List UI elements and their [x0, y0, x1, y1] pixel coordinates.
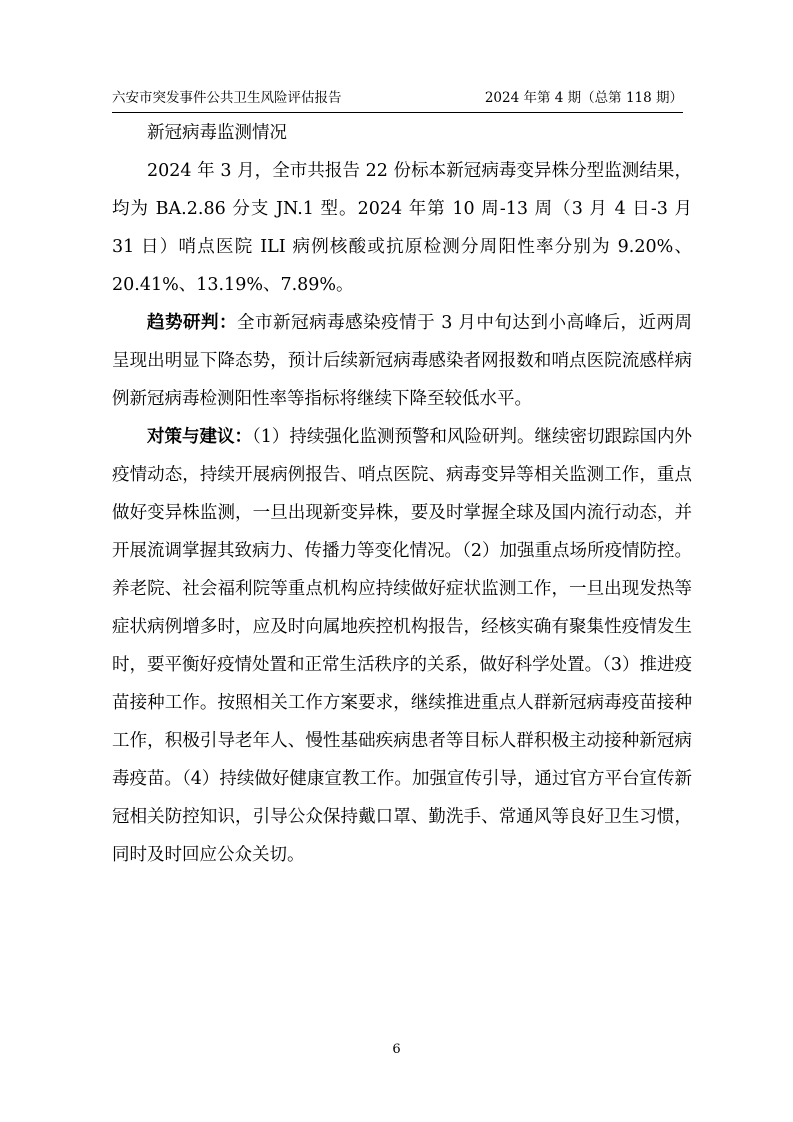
trend-text: 全市新冠病毒感染疫情于 3 月中旬达到小高峰后，近两周呈现出明显下降态势，预计后续新冠病毒感染者网报数和哨点医院流感样病例新冠病毒检测阳性率等指标将继续下降至较低水平。: [112, 313, 692, 409]
trend-paragraph: [112, 304, 692, 418]
section-title: 新冠病毒监测情况: [147, 123, 287, 143]
body-text: [112, 114, 692, 874]
measures-label: 对策与建议：: [147, 427, 253, 447]
running-header: [112, 86, 683, 113]
header-report-title: 六安市突发事件公共卫生风险评估报告: [112, 90, 342, 106]
measures-paragraph: [112, 418, 692, 874]
monitoring-paragraph: 2024 年 3 月，全市共报告 22 份标本新冠病毒变异株分型监测结果，均为 BA.2.86 分支 JN.1 型。2024 年第 10 周-13 周（3 月 4 日-3 月 31 日）哨点医院 ILI 病例核酸或抗原检测分周阳性率分别为 9.20%、20.41%、13.19%、7.89%。: [112, 161, 692, 295]
measures-text: （1）持续强化监测预警和风险研判。继续密切跟踪国内外疫情动态，持续开展病例报告、哨点医院、病毒变异等相关监测工作，重点做好变异株监测，一旦出现新变异株，要及时掌握全球及国内流行动态，并开展流调掌握其致病力、传播力等变化情况。（2）加强重点场所疫情防控。养老院、社会福利院等重点机构应持续做好症状监测工作，一旦出现发热等症状病例增多时，应及时向属地疾控机构报告，经核实确有聚集性疫情发生时，要平衡好疫情处置和正常生活秩序的关系，做好科学处置。（3）推进疫苗接种工作。按照相关工作方案要求，继续推进重点人群新冠病毒疫苗接种工作，积极引导老年人、慢性基础疾病患者等目标人群积极主动接种新冠病毒疫苗。（4）持续做好健康宣教工作。加强宣传引导，通过官方平台宣传新冠相关防控知识，引导公众保持戴口罩、勤洗手、常通风等良好卫生习惯，同时及时回应公众关切。: [112, 427, 693, 865]
page-number: 6: [392, 1042, 401, 1057]
header-issue-number: 2024 年第 4 期（总第 118 期）: [484, 90, 683, 106]
trend-label: 趋势研判：: [147, 313, 238, 333]
